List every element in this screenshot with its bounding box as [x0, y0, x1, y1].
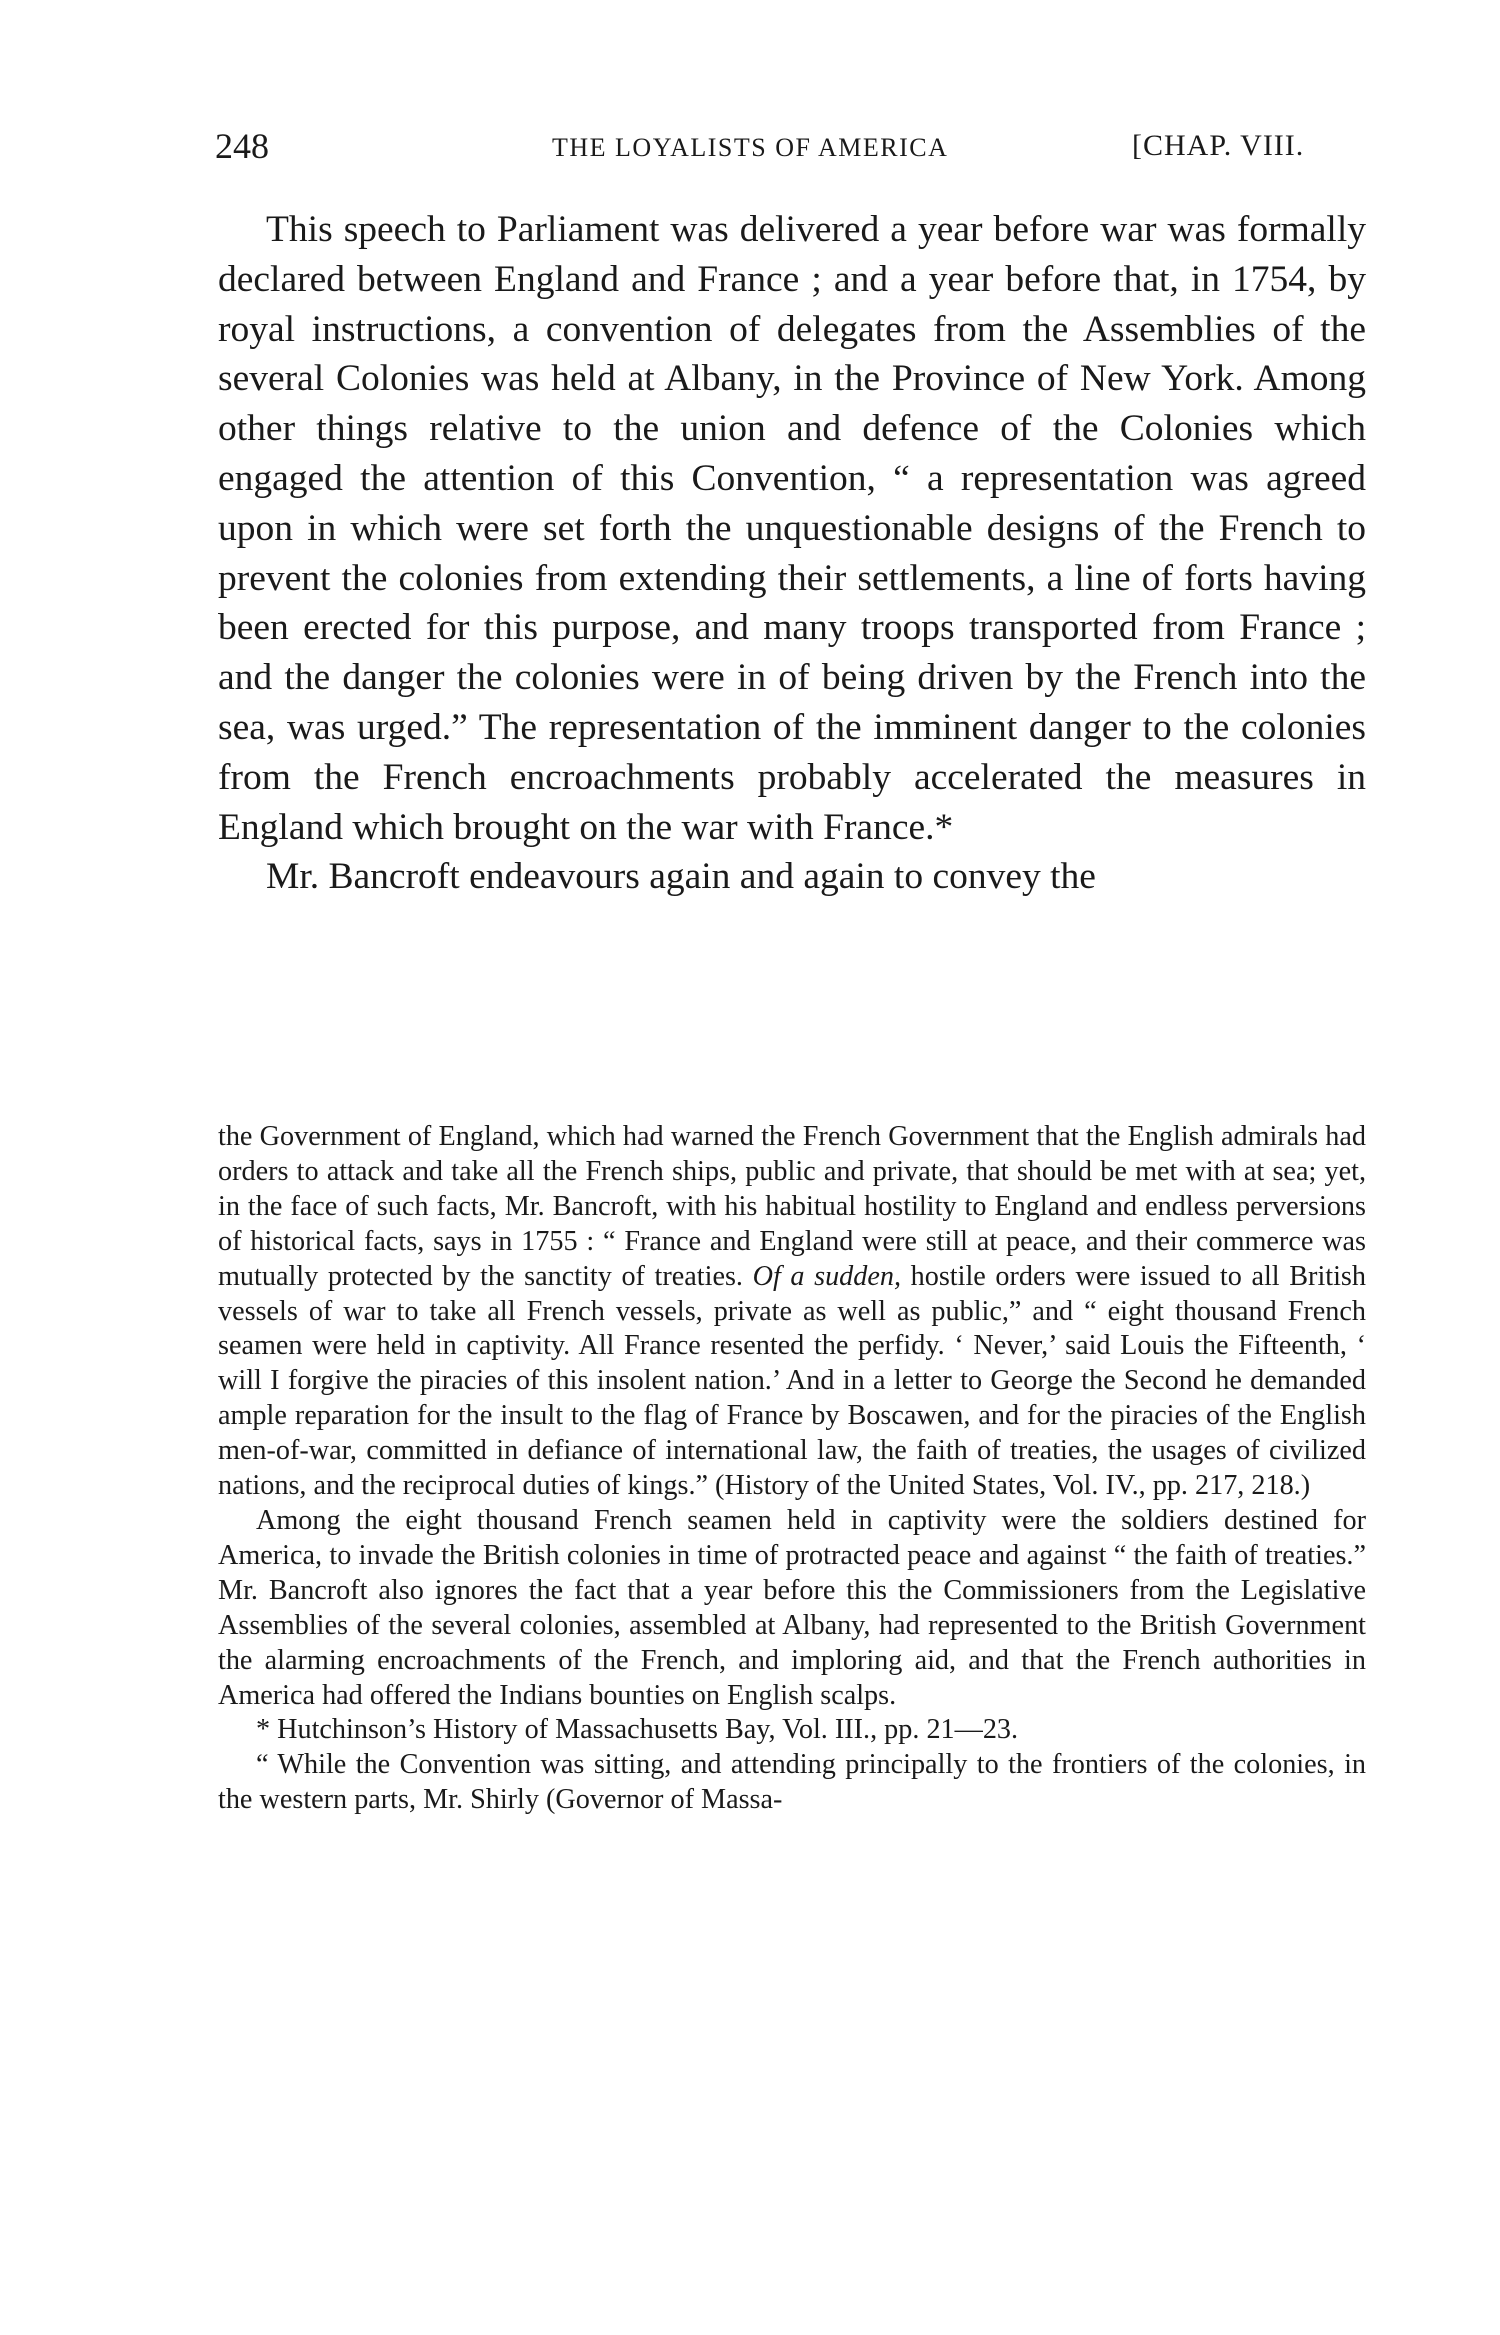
- running-title: THE LOYALISTS OF AMERICA: [552, 133, 949, 162]
- footnote-text-segment: the Government of England, which had warned the French Government that the English admirals had orders to attack and take all the French ships, public and private, that should be met with at sea; yet, in the face of such facts, Mr. Bancroft, with his habitual hostility to England and endless perversions of historical facts, says in 1755 : “ France and England were still at peace, and their commerce was mutually protected by the sanctity of treaties.: [218, 1121, 1366, 1292]
- main-text: [218, 205, 1366, 902]
- chapter-reference: [CHAP. VIII.: [1132, 129, 1305, 162]
- footnote-paragraph: “ While the Convention was sitting, and attending principally to the frontiers of the colonies, in the western parts, Mr. Shirly (Governor of Massa-: [218, 1749, 1366, 1816]
- footnote-citation: * Hutchinson’s History of Massachusetts Bay, Vol. III., pp. 21—23.: [256, 1714, 1019, 1746]
- body-paragraph: This speech to Parliament was delivered a year before war was formally declared between England and France ; and a year before that, in 1754, by royal instructions, a convention of delegates from the Assemblies of the several Colonies was held at Albany, in the Province of New York. Among other things relative to the union and defence of the Colonies which engaged the attention of this Convention, “ a representation was agreed upon in which were set forth the unquestionable designs of the French to prevent the colonies from extending their settlements, a line of forts having been erected for this purpose, and many troops transported from France ; and the danger the colonies were in of being driven by the French into the sea, was urged.” The representation of the imminent danger to the colonies from the French encroachments probably accelerated the measures in England which brought on the war with France.*: [218, 209, 1366, 848]
- footnote-paragraph: [218, 1120, 1366, 1504]
- footnotes: [218, 1120, 1366, 1818]
- footnote-italic-phrase: Of a sudden,: [752, 1260, 902, 1292]
- footnote-text-segment: hostile orders were issued to all British vessels of war to take all French vessels, private as well as public,” and “ eight thousand French seamen were held in captivity. All France resented the perfidy. ‘ Never,’ said Louis the Fifteenth, ‘ will I forgive the piracies of this insolent nation.’ And in a letter to George the Second he demanded ample reparation for the insult to the flag of France by Boscawen, and for the piracies of the English men-of-war, committed in defiance of international law, the faith of treaties, the usages of civilized nations, and the reciprocal duties of kings.” (History of the United States, Vol. IV., pp. 217, 218.): [218, 1260, 1366, 1502]
- body-paragraph: Mr. Bancroft endeavours again and again to convey the: [266, 856, 1096, 898]
- footnote-paragraph: Among the eight thousand French seamen held in captivity were the soldiers destined for America, to invade the British colonies in time of protracted peace and against “ the faith of treaties.” Mr. Bancroft also ignores the fact that a year before this the Commissioners from the Legislative Assemblies of the several colonies, assembled at Albany, had represented to the British Government the alarming encroachments of the French, and imploring aid, and that the French authorities in America had offered the Indians bounties on English scalps.: [218, 1504, 1366, 1711]
- page-header: [215, 125, 1365, 175]
- page-number: 248: [215, 126, 269, 166]
